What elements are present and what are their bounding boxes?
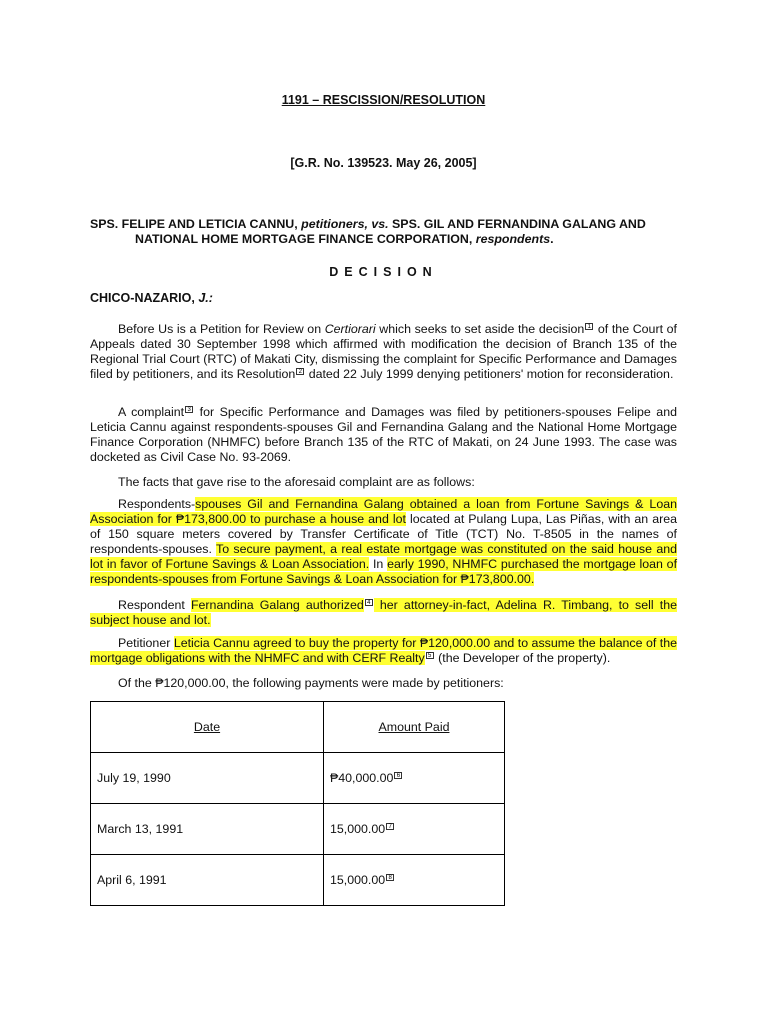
table-row xyxy=(91,753,505,804)
respondents-names-1: SPS. GIL AND FERNANDINA GALANG AND xyxy=(388,217,646,231)
paragraph-1 xyxy=(90,322,677,382)
p1-text-e: dated 22 July 1999 denying petitioners' motion for reconsideration. xyxy=(305,367,674,381)
p4-text-a: Respondents- xyxy=(118,497,196,511)
paragraph-7 xyxy=(90,676,677,691)
p5-highlight-2: her attorney-in-fact, Adelina R. Timbang, to sell the subject house and lot. xyxy=(90,598,677,627)
p5-text-a: Respondent xyxy=(118,598,191,612)
p4-highlight-3: early 1990, NHMFC purchased the mortgage loan of respondents-spouses from Fortune Savings & Loan Association for ₱173,800.00. xyxy=(90,557,678,586)
table-cell-date: July 19, 1990 xyxy=(91,753,324,804)
paragraph-5 xyxy=(90,598,677,628)
footnote-7-link[interactable]: 7 xyxy=(386,823,394,830)
table-row xyxy=(91,855,505,906)
footnote-4-link[interactable]: 4 xyxy=(365,599,373,606)
table-header-amount: Amount Paid xyxy=(324,702,505,753)
table-header-row xyxy=(91,702,505,753)
table-row xyxy=(91,804,505,855)
p4-highlight-2: To secure payment, a real estate mortgage was constituted on the said house and lot in favor of Fortune Savings & Loan Association. xyxy=(90,542,677,571)
respondents-names-2: NATIONAL HOME MORTGAGE FINANCE CORPORATION, xyxy=(135,232,473,246)
p6-highlight-1: Leticia Cannu agreed to buy the property for ₱120,000.00 and to assume the balance of the mortgage obligations with the NHMFC and with CERF Realty xyxy=(90,636,677,665)
footnote-3-link[interactable]: 3 xyxy=(185,406,193,413)
petitioners-label: petitioners xyxy=(301,217,365,231)
table-cell-date: March 13, 1991 xyxy=(91,804,324,855)
p4-text-b: located at Pulang Lupa, Las Piñas, with an area of 150 square meters covered by Transfer Certificate of Title (TCT) No. T-8505 in the names of respondents-spouses. xyxy=(90,512,678,556)
p2-text-b: for Specific Performance and Damages was filed by petitioners-spouses Felipe and Leticia Cannu against respondents-spouses Gil and Fernandina Galang and the National Home Mortgage Finance Corporation (NHMFC) before Branch 135 of the RTC of Makati, on 24 June 1993. The case was docketed as Civil Case No. 93-2069. xyxy=(90,405,677,464)
p6-text-a: Petitioner xyxy=(118,636,174,650)
document-title: 1191 – RESCISSION/RESOLUTION xyxy=(281,93,486,107)
p2-text-a: A complaint xyxy=(118,405,185,419)
table-cell-date: April 6, 1991 xyxy=(91,855,324,906)
p1-certiorari: Certiorari xyxy=(324,322,376,336)
paragraph-4 xyxy=(90,497,677,587)
ponente-name: CHICO-NAZARIO, xyxy=(90,291,195,305)
footnote-6-link[interactable]: 6 xyxy=(394,772,402,779)
p3-text: The facts that gave rise to the aforesaid complaint are as follows: xyxy=(118,475,475,489)
decision-heading: DECISION xyxy=(329,265,438,279)
table-cell-amount: 15,000.00 8 xyxy=(324,855,505,906)
versus: , vs. xyxy=(364,217,389,231)
paragraph-6 xyxy=(90,636,677,666)
gr-number: [G.R. No. 139523. May 26, 2005] xyxy=(290,156,477,170)
case-parties xyxy=(90,217,677,247)
paragraph-2 xyxy=(90,405,677,465)
p7-text: Of the ₱120,000.00, the following payments were made by petitioners: xyxy=(118,676,504,690)
table-header-date: Date xyxy=(91,702,324,753)
p1-text-a: Before Us is a Petition for Review on xyxy=(118,322,325,336)
p6-text-b: (the Developer of the property). xyxy=(434,651,611,665)
petitioners-names: SPS. FELIPE AND LETICIA CANNU, xyxy=(90,217,298,231)
table-cell-amount: ₱40,000.00 6 xyxy=(324,753,505,804)
table-cell-amount: 15,000.00 7 xyxy=(324,804,505,855)
respondents-label: respondents xyxy=(475,232,551,246)
parties-period: . xyxy=(550,232,554,246)
p1-text-c: which seeks to set aside the decision xyxy=(375,322,585,336)
ponente xyxy=(90,291,213,306)
footnote-2-link[interactable]: 2 xyxy=(296,368,304,375)
payments-table xyxy=(90,701,505,906)
p1-text-d: of the Court of Appeals dated 30 September 1998 which affirmed with modification the decision of Branch 135 of the Regional Trial Court (RTC) of Makati City, dismissing the complaint for Specific Performance and Damages filed by petitioners, and its Resolution xyxy=(90,322,677,381)
p4-text-c: In xyxy=(369,557,388,571)
ponente-title: J.: xyxy=(198,291,213,305)
p5-highlight-1: Fernandina Galang authorized xyxy=(190,598,364,612)
p4-highlight-1: spouses Gil and Fernandina Galang obtained a loan from Fortune Savings & Loan Association for ₱173,800.00 to purchase a house and lot xyxy=(90,497,677,526)
footnote-8-link[interactable]: 8 xyxy=(386,874,394,881)
footnote-1-link[interactable]: 1 xyxy=(585,323,593,330)
paragraph-3 xyxy=(90,475,677,490)
footnote-5-link[interactable]: 5 xyxy=(426,652,434,659)
